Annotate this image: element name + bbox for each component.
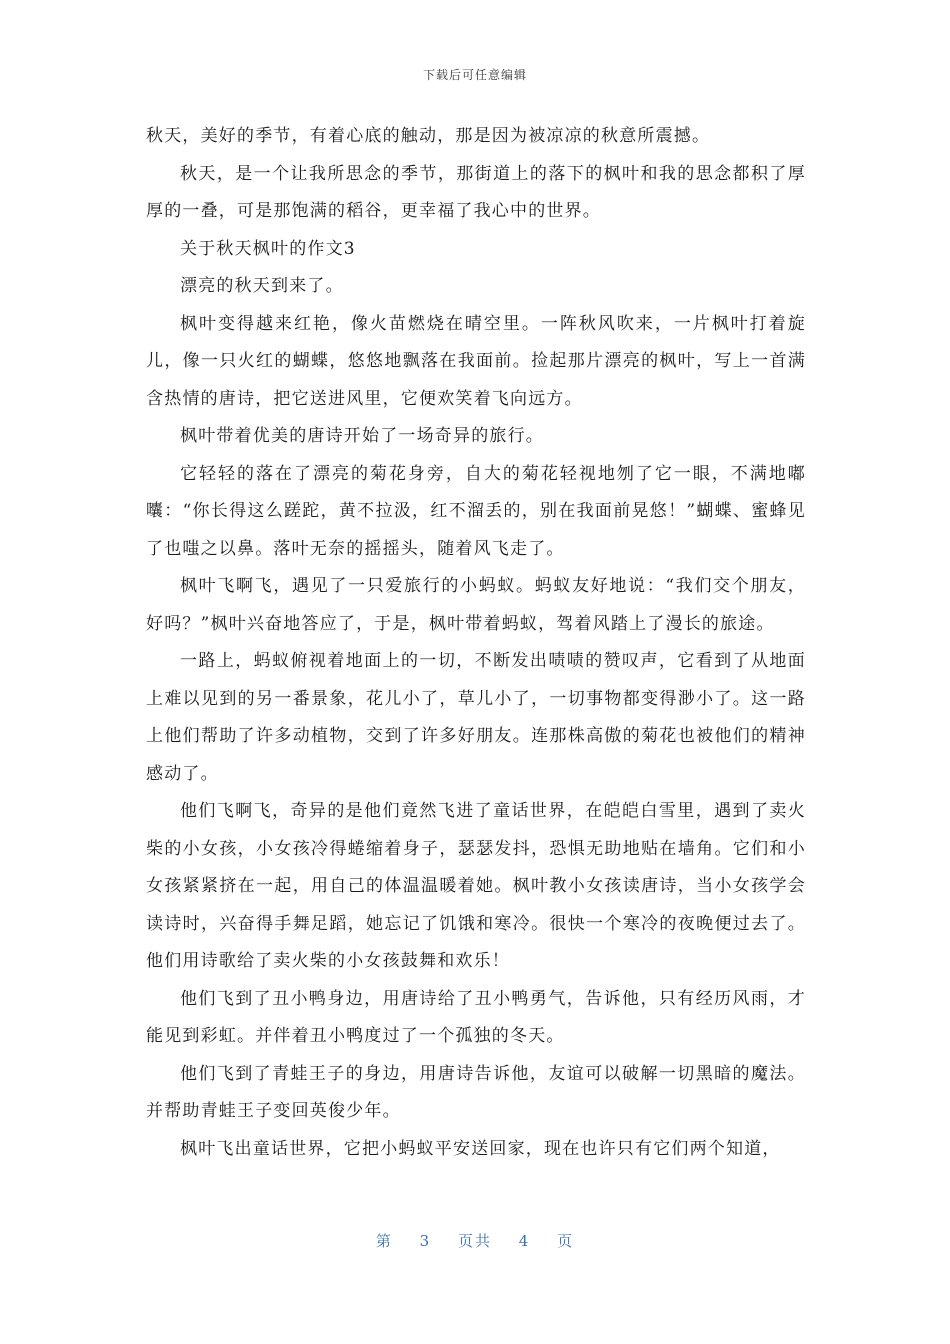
paragraph-12: 他们飞到了青蛙王子的身边，用唐诗告诉他，友谊可以破解一切黑暗的魔法。并帮助青蛙王子变回英俊少年。 <box>146 1063 806 1121</box>
paragraph-6: 枫叶带着优美的唐诗开始了一场奇异的旅行。 <box>180 426 544 446</box>
page-footer <box>0 1230 950 1251</box>
total-pages-number: 4 <box>518 1232 531 1250</box>
paragraph-4: 漂亮的秋天到来了。 <box>180 276 344 296</box>
paragraph-8: 枫叶飞啊飞，遇见了一只爱旅行的小蚂蚁。蚂蚁友好地说：“我们交个朋友，好吗？”枫叶兴奋地答应了，于是，枫叶带着蚂蚁，驾着风踏上了漫长的旅途。 <box>146 576 806 634</box>
paragraph-13: 枫叶飞出童话世界，它把小蚂蚁平安送回家，现在也许只有它们两个知道， <box>180 1138 781 1159</box>
paragraph-10: 他们飞啊飞，奇异的是他们竟然飞进了童话世界，在皑皑白雪里，遇到了卖火柴的小女孩，小女孩冷得蜷缩着身子，瑟瑟发抖，恐惧无助地贴在墙角。它们和小女孩紧紧挤在一起，用自己的体温温暖着她。枫叶教小女孩读唐诗，当小女孩学会读诗时，兴奋得手舞足蹈，她忘记了饥饿和寒冷。很快一个寒冷的夜晚便过去了。他们用诗歌给了卖火柴的小女孩鼓舞和欢乐！ <box>146 801 806 971</box>
document-body <box>146 118 806 1168</box>
paragraph-1: 秋天，美好的季节，有着心底的触动，那是因为被凉凉的秋意所震撼。 <box>146 126 711 146</box>
paragraph-9: 一路上，蚂蚁俯视着地面上的一切，不断发出啧啧的赞叹声，它看到了从地面上难以见到的另一番景象，花儿小了，草儿小了，一切事物都变得渺小了。这一路上他们帮助了许多动植物，交到了许多好朋友。连那株高傲的菊花也被他们的精神感动了。 <box>146 651 806 784</box>
paragraph-11: 他们飞到了丑小鸭身边，用唐诗给了丑小鸭勇气，告诉他，只有经历风雨，才能见到彩虹。并伴着丑小鸭度过了一个孤独的冬天。 <box>146 988 806 1046</box>
paragraph-2: 秋天，是一个让我所思念的季节，那街道上的落下的枫叶和我的思念都积了厚厚的一叠，可是那饱满的稻谷，更幸福了我心中的世界。 <box>146 163 806 221</box>
footer-middle: 页共 <box>457 1232 492 1250</box>
paragraph-7: 它轻轻的落在了漂亮的菊花身旁，自大的菊花轻视地刎了它一眼，不满地嘟囔：“你长得这么蹉跎，黄不拉汲，红不溜丢的，别在我面前晃悠！”蝴蝶、蜜蜂见了也嗤之以鼻。落叶无奈的摇摇头，随着风飞走了。 <box>146 463 806 559</box>
footer-suffix: 页 <box>557 1232 575 1250</box>
paragraph-5: 枫叶变得越来红艳，像火苗燃烧在晴空里。一阵秋风吹来，一片枫叶打着旋儿，像一只火红的蝴蝶，悠悠地飘落在我面前。捡起那片漂亮的枫叶，写上一首满含热情的唐诗，把它送进风里，它便欢笑着飞向远方。 <box>146 313 806 409</box>
current-page-number: 3 <box>419 1232 432 1250</box>
section-heading: 关于秋天枫叶的作文3 <box>180 238 356 259</box>
footer-prefix: 第 <box>375 1232 393 1250</box>
page-header: 下载后可任意编辑 <box>422 68 527 82</box>
